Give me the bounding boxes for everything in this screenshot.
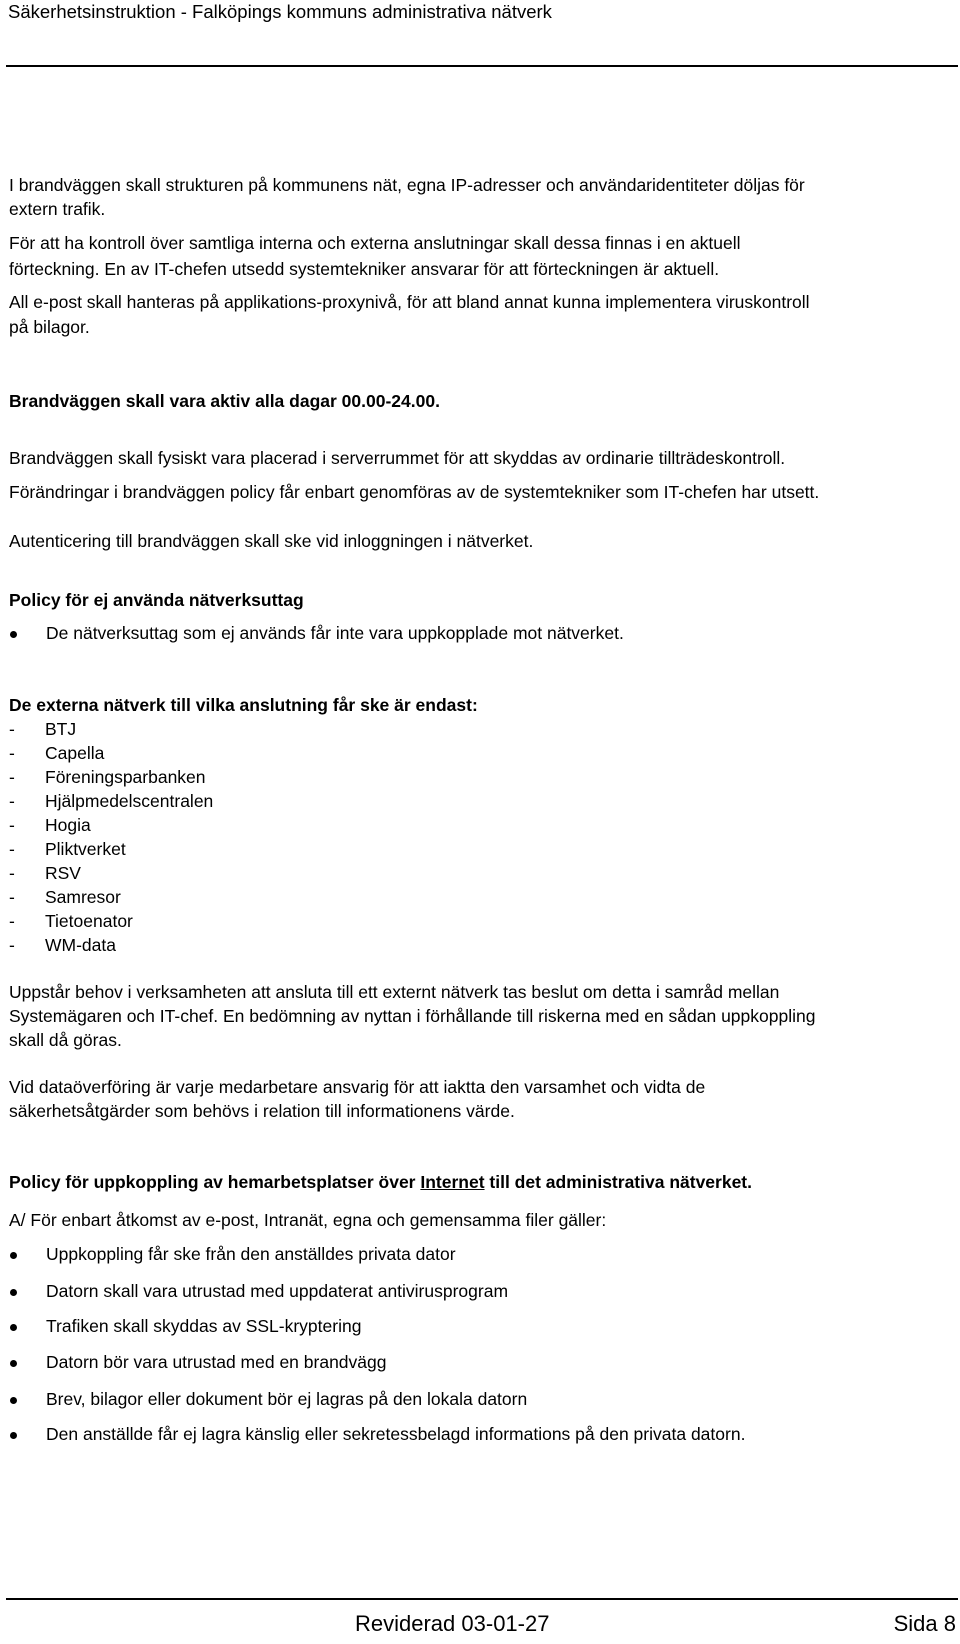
- dash: -: [9, 767, 15, 787]
- list-item: [9, 717, 76, 741]
- paragraph-line: säkerhetsåtgärder som behövs i relation till informationens värde.: [9, 1101, 515, 1121]
- dash: -: [9, 839, 15, 859]
- dash: -: [9, 743, 15, 763]
- bullet-dot: [10, 1360, 17, 1367]
- dash: -: [9, 887, 15, 907]
- footer-rule: [6, 1598, 958, 1600]
- list-item: [9, 861, 81, 885]
- paragraph-line: skall då göras.: [9, 1030, 122, 1050]
- heading-text: Policy för uppkoppling av hemarbetsplatser över: [9, 1172, 421, 1192]
- dash: -: [9, 935, 15, 955]
- list-item-text: RSV: [45, 863, 81, 883]
- dash: -: [9, 719, 15, 739]
- bullet-text: Uppkoppling får ske från den anställdes privata dator: [46, 1244, 456, 1264]
- bullet-item: [0, 1350, 940, 1374]
- bullet-dot: [10, 1324, 17, 1331]
- paragraph: Förändringar i brandväggen policy får enbart genomföras av de systemtekniker som IT-chefen har utsett.: [9, 482, 820, 502]
- footer-revised: Reviderad 03-01-27: [355, 1611, 550, 1636]
- paragraph-line: I brandväggen skall strukturen på kommunens nät, egna IP-adresser och användaridentiteter döljas för: [9, 175, 805, 195]
- section-heading: Brandväggen skall vara aktiv alla dagar 00.00-24.00.: [9, 391, 440, 411]
- footer-page-number: Sida 8: [893, 1611, 956, 1636]
- list-item: [9, 789, 213, 813]
- bullet-item: [0, 621, 940, 645]
- bullet-dot: [10, 1252, 17, 1259]
- section-heading: [9, 1170, 752, 1194]
- bullet-item: [0, 1422, 940, 1446]
- bullet-item: [0, 1314, 940, 1338]
- bullet-text: Datorn skall vara utrustad med uppdaterat antivirusprogram: [46, 1281, 509, 1301]
- paragraph: Brandväggen skall fysiskt vara placerad i serverrummet för att skyddas av ordinarie tillträdeskontroll.: [9, 448, 786, 468]
- list-item-text: WM-data: [45, 935, 116, 955]
- list-item-text: Föreningsparbanken: [45, 767, 206, 787]
- list-item: [9, 885, 121, 909]
- bullet-dot: [10, 1289, 17, 1296]
- list-item-text: Capella: [45, 743, 105, 763]
- paragraph-line: Systemägaren och IT-chef. En bedömning av nyttan i förhållande till riskerna med en sådan uppkoppling: [9, 1006, 816, 1026]
- list-item: [9, 741, 104, 765]
- bullet-dot: [10, 1432, 17, 1439]
- heading-underlined-text: Internet: [420, 1172, 485, 1192]
- paragraph: A/ För enbart åtkomst av e-post, Intranät, egna och gemensamma filer gäller:: [9, 1210, 607, 1230]
- bullet-text: Brev, bilagor eller dokument bör ej lagras på den lokala datorn: [46, 1389, 528, 1409]
- paragraph-line: Vid dataöverföring är varje medarbetare ansvarig för att iaktta den varsamhet och vidta de: [9, 1077, 706, 1097]
- list-item: [9, 909, 133, 933]
- bullet-text: De nätverksuttag som ej används får inte vara uppkopplade mot nätverket.: [46, 623, 624, 643]
- paragraph-line: extern trafik.: [9, 199, 106, 219]
- list-item-text: BTJ: [45, 719, 77, 739]
- list-item-text: Hogia: [45, 815, 91, 835]
- bullet-dot: [10, 631, 17, 638]
- list-item: [9, 765, 206, 789]
- bullet-text: Den anställde får ej lagra känslig eller sekretessbelagd informations på den privata datorn.: [46, 1424, 746, 1444]
- paragraph-line: Uppstår behov i verksamheten att ansluta till ett externt nätverk tas beslut om detta i samråd mellan: [9, 982, 780, 1002]
- bullet-dot: [10, 1397, 17, 1404]
- paragraph-line: förteckning. En av IT-chefen utsedd systemtekniker ansvarar för att förteckningen är aktuell.: [9, 259, 720, 279]
- dash: -: [9, 863, 15, 883]
- bullet-text: Trafiken skall skyddas av SSL-kryptering: [46, 1316, 362, 1336]
- header-rule: [6, 65, 958, 67]
- paragraph-line: All e-post skall hanteras på applikations-proxynivå, för att bland annat kunna implementera viruskontroll: [9, 292, 810, 312]
- list-item: [9, 933, 116, 957]
- paragraph: Autenticering till brandväggen skall ske vid inloggningen i nätverket.: [9, 531, 534, 551]
- bullet-item: [0, 1387, 940, 1411]
- dash: -: [9, 791, 15, 811]
- list-item-text: Tietoenator: [45, 911, 133, 931]
- dash: -: [9, 911, 15, 931]
- section-heading: De externa nätverk till vilka anslutning får ske är endast:: [9, 695, 478, 715]
- page-header-title: Säkerhetsinstruktion - Falköpings kommuns administrativa nätverk: [8, 1, 552, 22]
- list-item-text: Pliktverket: [45, 839, 126, 859]
- bullet-text: Datorn bör vara utrustad med en brandvägg: [46, 1352, 387, 1372]
- heading-text: till det administrativa nätverket.: [484, 1172, 752, 1192]
- list-item: [9, 837, 126, 861]
- paragraph-line: på bilagor.: [9, 317, 90, 337]
- section-heading: Policy för ej använda nätverksuttag: [9, 590, 304, 610]
- dash: -: [9, 815, 15, 835]
- list-item-text: Hjälpmedelscentralen: [45, 791, 214, 811]
- list-item-text: Samresor: [45, 887, 121, 907]
- bullet-item: [0, 1242, 940, 1266]
- list-item: [9, 813, 91, 837]
- bullet-item: [0, 1279, 940, 1303]
- paragraph-line: För att ha kontroll över samtliga interna och externa anslutningar skall dessa finnas i en aktuell: [9, 233, 741, 253]
